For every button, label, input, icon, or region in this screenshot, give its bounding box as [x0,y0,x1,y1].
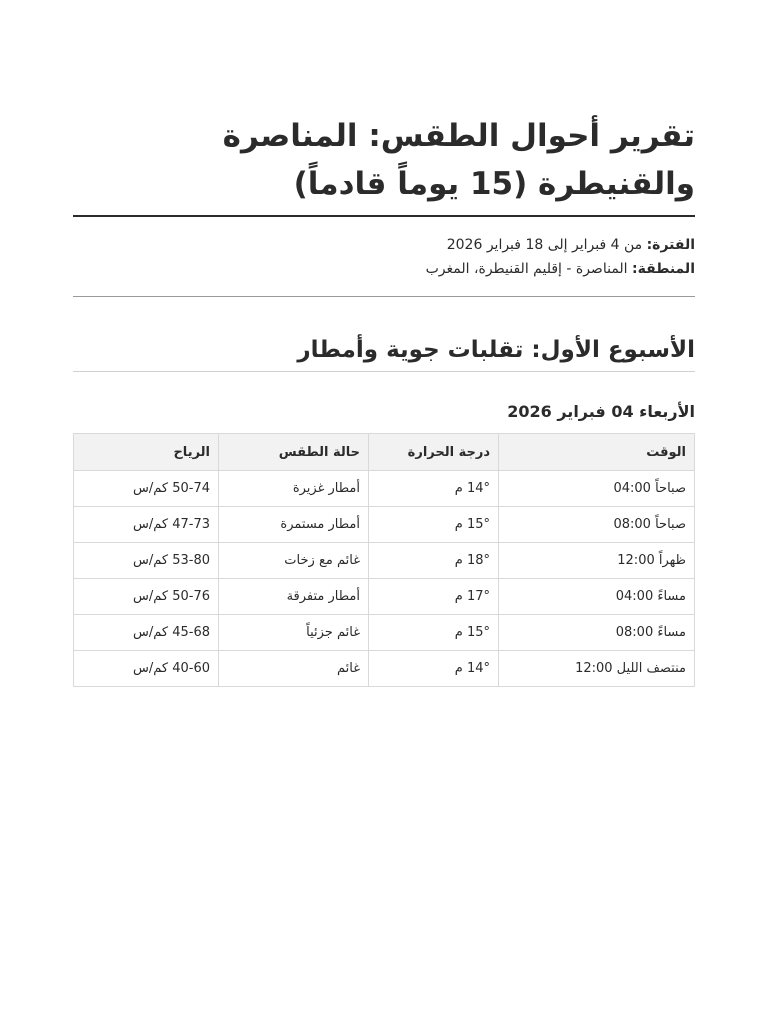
cell-wind: 50-76 كم/س [74,579,219,615]
table-row [74,651,695,687]
period-value: من 4 فبراير إلى 18 فبراير 2026 [446,237,643,253]
header-temperature: درجة الحرارة [369,434,499,471]
table-row [74,615,695,651]
cell-time: منتصف الليل 12:00 [499,651,695,687]
cell-time: صباحاً 04:00 [499,471,695,507]
cell-condition: أمطار مستمرة [219,507,369,543]
section-divider [73,371,695,372]
table-row [74,507,695,543]
cell-temperature: 17° م [369,579,499,615]
cell-wind: 47-73 كم/س [74,507,219,543]
report-title: تقرير أحوال الطقس: المناصرة والقنيطرة (15 يوماً قادماً) [222,118,695,202]
table-header-row [74,434,695,471]
cell-condition: أمطار متفرقة [219,579,369,615]
cell-time: ظهراً 12:00 [499,543,695,579]
cell-temperature: 14° م [369,471,499,507]
cell-wind: 40-60 كم/س [74,651,219,687]
cell-temperature: 18° م [369,543,499,579]
cell-wind: 50-74 كم/س [74,471,219,507]
period-label: الفترة: [646,237,695,253]
cell-time: صباحاً 08:00 [499,507,695,543]
cell-temperature: 14° م [369,651,499,687]
report-meta [73,233,695,281]
day-title: الأربعاء 04 فبراير 2026 [507,402,695,421]
table-row [74,543,695,579]
region-line [73,257,695,281]
table-row [74,471,695,507]
cell-condition: أمطار غزيرة [219,471,369,507]
cell-wind: 45-68 كم/س [74,615,219,651]
period-line [73,233,695,257]
header-time: الوقت [499,434,695,471]
region-label: المنطقة: [632,261,695,277]
title-divider [73,215,695,217]
cell-temperature: 15° م [369,615,499,651]
cell-temperature: 15° م [369,507,499,543]
cell-condition: غائم جزئياً [219,615,369,651]
cell-time: مساءً 08:00 [499,615,695,651]
header-wind: الرياح [74,434,219,471]
meta-divider [73,296,695,297]
cell-condition: غائم مع زخات [219,543,369,579]
section-title: الأسبوع الأول: تقلبات جوية وأمطار [297,337,695,363]
header-condition: حالة الطقس [219,434,369,471]
cell-wind: 53-80 كم/س [74,543,219,579]
cell-condition: غائم [219,651,369,687]
table-row [74,579,695,615]
cell-time: مساءً 04:00 [499,579,695,615]
forecast-table [73,433,695,687]
region-value: المناصرة - إقليم القنيطرة، المغرب [425,261,628,277]
